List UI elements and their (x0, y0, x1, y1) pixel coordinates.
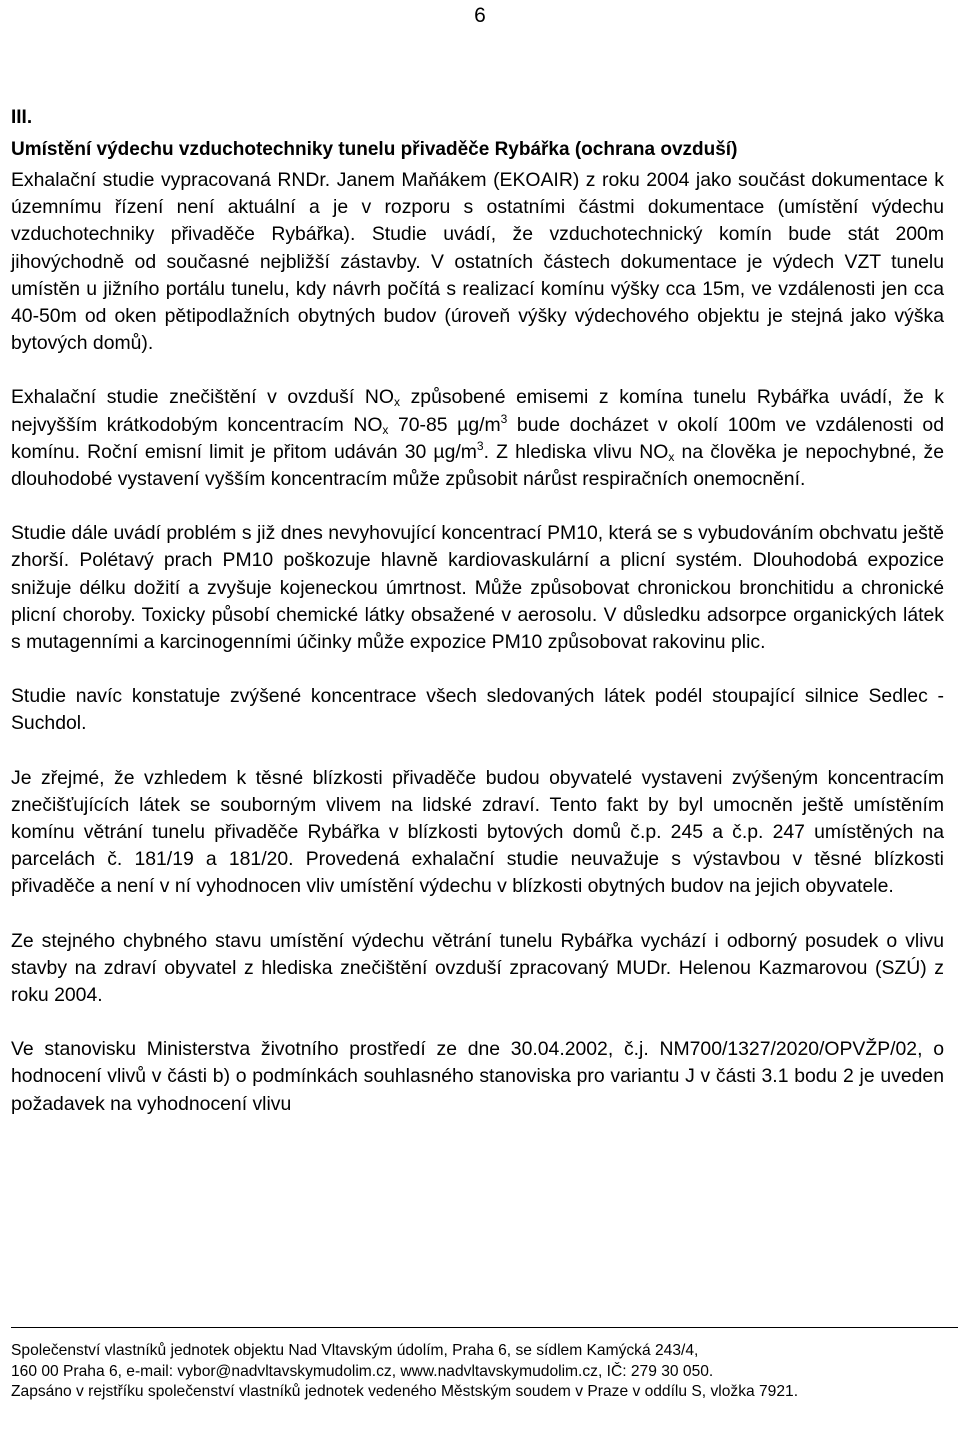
paragraph-sedlec-suchdol: Studie navíc konstatuje zvýšené koncentrace všech sledovaných látek podél stoupající silnice Sedlec - Suchdol. (11, 685, 944, 735)
footer (11, 1341, 944, 1403)
section-number: III. (11, 107, 33, 128)
paragraph-text: . Z hlediska vlivu NO (483, 440, 669, 463)
footer-line: Zapsáno v rejstříku společenství vlastníků jednotek vedeného Městským soudem v Praze v oddílu S, vložka 7921. (11, 1383, 799, 1400)
paragraph-text: 70-85 µg/m (388, 413, 501, 436)
paragraph-text: na člověka je nepochybné, že dlouhodobé vystavení vyšším koncentracím může způsobit nárůst respiračních onemocnění. (11, 440, 945, 491)
section-title: Umístění výdechu vzduchotechniky tunelu přivaděče Rybářka (ochrana ovzduší) (11, 139, 738, 160)
subscript: x (382, 422, 389, 437)
superscript: 3 (476, 438, 484, 453)
footer-line: Společenství vlastníků jednotek objektu Nad Vltavským údolím, Praha 6, se sídlem Kamýcká 243/4, (11, 1342, 699, 1359)
footer-divider (11, 1327, 958, 1328)
paragraph-text: způsobené emisemi z komína tunelu Rybářka uvádí, že k nejvyšším krátkodobým koncentracím NO (11, 386, 945, 436)
paragraph-pm10: Studie dále uvádí problém s již dnes nevyhovující koncentrací PM10, která se s vybudováním obchvatu ještě zhorší. Polétavý prach PM10 poškozuje hlavně kardiovaskulární a plicní systém. Dlouhodobá expozice snižuje délku dožití a zvyšuje kojeneckou úmrtnost. Může způsobovat chronickou bronchitidu a chronické plicní choroby. Toxicky působí chemické látky obsažené v aerosolu. V důsledku adsorpce organických látek s mutagenními a karcinogenními účinky může expozice PM10 způsobovat rakovinu plic. (11, 522, 944, 654)
superscript: 3 (500, 411, 508, 426)
footer-line: 160 00 Praha 6, e-mail: vybor@nadvltavskymudolim.cz, www.nadvltavskymudolim.cz, IČ: 279 30 050. (11, 1362, 714, 1380)
paragraph-exhalation-study: Exhalační studie vypracovaná RNDr. Janem Maňákem (EKOAIR) z roku 2004 jako součást dokumentace k územnímu řízení není aktuální a je v rozporu s ostatními částmi dokumentace (umístění výdechu vzduchotechniky přivaděče Rybářka). Studie uvádí, že vzduchotechnický komín bude stát 200m jihovýchodně od současné nejbližší zástavby. V ostatních částech dokumentace je výdech VZT tunelu umístěn u jižního portálu tunelu, kdy návrh počítá s realizací komínu výšky cca 15m, ve vzdálenosti jen cca 40-50m od oken pětipodlažních obytných budov (úroveň výšky výdechového objektu je stejná jako výška bytových domů). (11, 169, 944, 355)
paragraph-text: Exhalační studie znečištění v ovzduší NO (11, 386, 394, 409)
subscript: x (668, 449, 675, 464)
paragraph-nox-concentration (11, 384, 944, 493)
page-number: 6 (474, 4, 486, 27)
subscript: x (393, 395, 400, 410)
paragraph-residents-exposure: Je zřejmé, že vzhledem k těsné blízkosti přivaděče budou obyvatelé vystaveni zvýšeným koncentracím znečišťujících látek se souborným vlivem na lidské zdraví. Tento fakt by byl umocněn ještě umístěním komínu větrání tunelu přivaděče Rybářka v blízkosti bytových domů č.p. 245 a č.p. 247 umístěných na parcelách č. 181/19 a 181/20. Provedená exhalační studie neuvažuje s výstavbou v těsné blízkosti přivaděče a není v ní vyhodnocen vliv umístění výdechu v blízkosti obytných budov na jejich obyvatele. (11, 766, 944, 898)
document-body (11, 104, 944, 1145)
paragraph-text: bude docházet v okolí 100m ve vzdálenosti od komínu. Roční emisní limit je přitom udáván 30 µg/m (11, 413, 944, 463)
paragraph-ministry-statement: Ve stanovisku Ministerstva životního prostředí ze dne 30.04.2002, č.j. NM700/1327/2020/OPVŽP/02, o hodnocení vlivů v části b) o podmínkách souhlasného stanoviska pro variantu J v části 3.1 bodu 2 je uveden požadavek na vyhodnocení vlivu (11, 1038, 944, 1115)
paragraph-expert-opinion: Ze stejného chybného stavu umístění výdechu větrání tunelu Rybářka vychází i odborný posudek o vlivu stavby na zdraví obyvatel z hlediska znečištění ovzduší zpracovaný MUDr. Helenou Kazmarovou (SZÚ) z roku 2004. (11, 929, 944, 1007)
